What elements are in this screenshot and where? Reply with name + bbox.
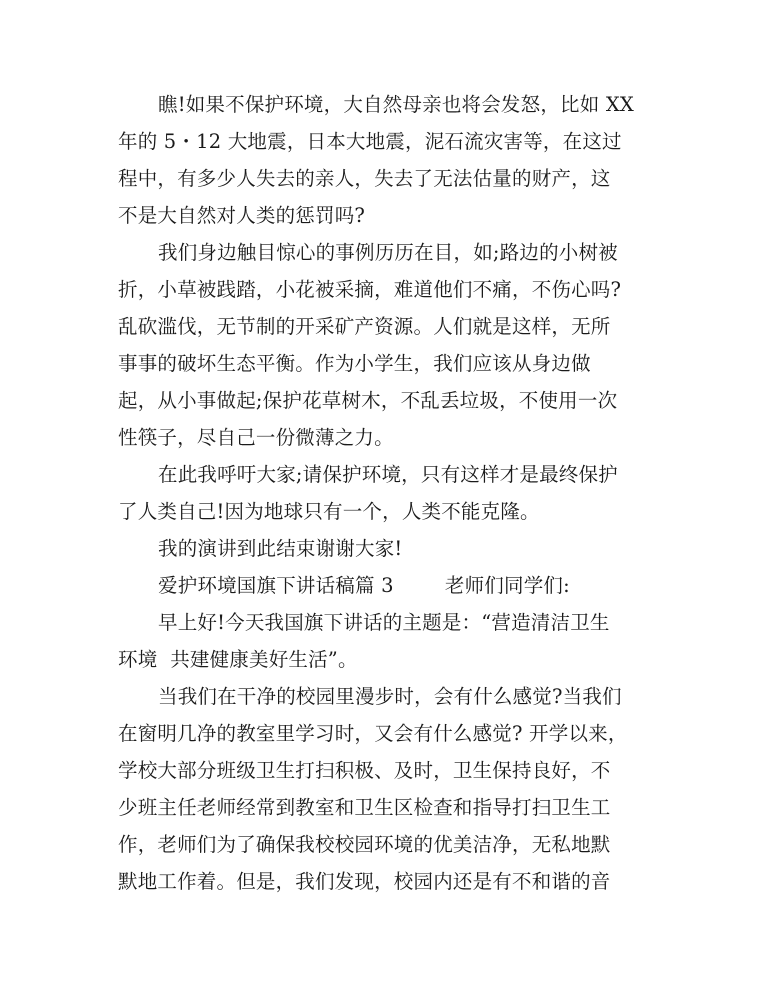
text-line: 在窗明几净的教室里学习时，又会有什么感觉? 开学以来，	[118, 722, 628, 745]
text-line: 我们身边触目惊心的事例历历在目，如;路边的小树被	[158, 241, 618, 264]
text-line: 了人类自己!因为地球只有一个，人类不能克隆。	[118, 500, 540, 523]
text-line: 少班主任老师经常到教室和卫生区检查和指导打扫卫生工	[118, 796, 611, 819]
text-line: 环境 共建健康美好生活”。	[118, 648, 358, 671]
text-line: 瞧!如果不保护环境，大自然母亲也将会发怒，比如 XX	[158, 93, 634, 116]
text-line: 默地工作着。但是，我们发现，校园内还是有不和谐的音	[118, 870, 611, 893]
text-line: 折，小草被践踏，小花被采摘，难道他们不痛，不伤心吗?	[118, 278, 622, 301]
text-line: 年的 5・12 大地震，日本大地震，泥石流灾害等，在这过	[118, 130, 622, 153]
text-line: 我的演讲到此结束谢谢大家!	[158, 537, 403, 560]
text-line: 作，老师们为了确保我校校园环境的优美洁净，无私地默	[118, 833, 611, 856]
text-line: 学校大部分班级卫生打扫积极、及时，卫生保持良好，不	[118, 759, 611, 782]
text-line: 性筷子，尽自己一份微薄之力。	[118, 426, 394, 449]
text-line: 不是大自然对人类的惩罚吗?	[118, 204, 366, 227]
text-line: 当我们在干净的校园里漫步时，会有什么感觉?当我们	[158, 685, 622, 708]
text-line: 在此我呼吁大家;请保护环境，只有这样才是最终保护	[158, 463, 618, 486]
text-line: 乱砍滥伐，无节制的开采矿产资源。人们就是这样，无所	[118, 315, 611, 338]
section-heading: 爱护环境国旗下讲话稿篇 3 老师们同学们:	[158, 574, 570, 597]
text-line: 起，从小事做起;保护花草树木，不乱丢垃圾，不使用一次	[118, 389, 618, 412]
text-line: 早上好!今天我国旗下讲话的主题是：“营造清洁卫生	[158, 611, 610, 634]
text-line: 程中，有多少人失去的亲人，失去了无法估量的财产，这	[118, 167, 611, 190]
text-line: 事事的破坏生态平衡。作为小学生，我们应该从身边做	[118, 352, 591, 375]
